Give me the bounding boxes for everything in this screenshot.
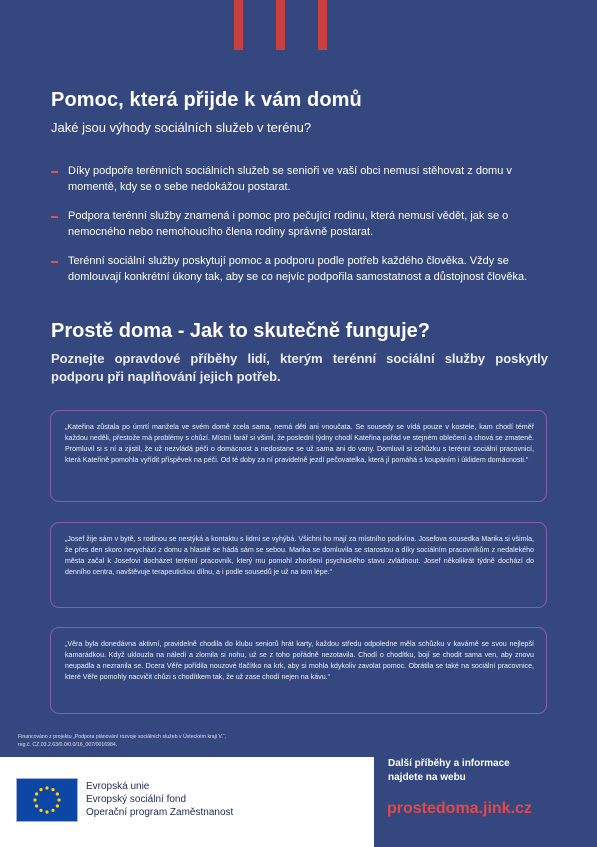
more-info-line: najdete na webu [388,772,466,783]
story-card: „Kateřina zůstala po úmrtí manžela ve svém domě zcela sama, nemá děti ani vnoučata. Se sousedy se vídá pouze v kostele, kam chodí téměř každou neděli, přestože má problémy s chůzí. Místní farář si všiml, že poslední týdny chodí Kateřina pořád ve stejném oblečení a chová se zmateně. Promluvil si s ní a zjistil, že už nezvládá péči o domácnost a nedostane se už sama ani do vany. Domluvil si schůzku s terénní sociální pracovnicí, která Kateřině pomohla vyřídit příspěvek na péči. Od té doby za ní pravidelně jezdí pečovatelka, která jí pomáhá s koupáním i úklidem domácnosti.“ [50,410,547,502]
bullet-dash-icon [51,216,58,218]
list-item-text: Terénní sociální služby poskytují pomoc a podporu podle potřeb každého člověka. Vždy se domlouvají konkrétní úkony tak, aby se co nejvíc podpořila samostatnost a důstojnost člověka. [68,255,528,283]
accent-bar [276,0,285,50]
benefit-list [51,163,551,298]
funding-line: reg.č. CZ.03.2.63/0.0/0.0/16_007/0016984. [18,741,118,748]
eu-line: Evropský sociální fond [86,794,187,805]
list-item [51,253,551,285]
list-item [51,208,551,240]
list-item [51,163,551,195]
funding-line: Financováno z projektu „Podpora plánování rozvoje sociálních služeb v Ústeckém kraji V.“, [18,734,226,740]
eu-line: Operační program Zaměstnanost [86,807,234,818]
eu-flag-icon [16,778,78,822]
funding-note [18,734,378,749]
story-card: „Josef žije sám v bytě, s rodinou se nestýká a kontaktu s lidmi se vyhýbá. Všichni ho mají za místního podivína. Josefova sousedka Marika si všimla, že přes den skoro nevychází z domu a hlasitě se hádá sám se sebou. Marika se domluvila se starostou a díky sociálním pracovníkům z nedalekého města začal k Josefovi docházet terénní pracovník, který mu pomohl zhoršení psychického stavu zvládnout. Josef několikrát týdně dochází do denního centra, navštěvuje terapeutickou dílnu, a i podle sousedů je už na tom lépe.“ [50,522,547,608]
eu-logo-text [86,780,233,819]
accent-bar [234,0,243,50]
bullet-dash-icon [51,171,58,173]
website-link[interactable]: prostedoma.jink.cz [387,800,532,817]
list-item-text: Díky podpoře terénních sociálních služeb se senioři ve vaší obci nemusí stěhovat z domu v momentě, kdy se o sebe nedokážou postarat. [68,165,512,193]
accent-bar [318,0,327,50]
section-subtitle: Jaké jsou výhody sociálních služeb v terénu? [51,120,312,135]
list-item-text: Podpora terénní služby znamená i pomoc pro pečující rodinu, která nemusí vědět, jak se o nemocného nebo nemohoucího člena rodiny správně postarat. [68,210,509,238]
section-title: Pomoc, která přijde k vám domů [51,89,362,111]
eu-logo-box [0,757,374,847]
bullet-dash-icon [51,261,58,263]
section-title: Prostě doma - Jak to skutečně funguje? [51,320,430,342]
more-info-text [388,757,510,785]
section-subtitle: Poznejte opravdové příběhy lidí, kterým terénní sociální služby poskytly podporu při naplňování jejich potřeb. [51,351,548,384]
story-card: „Věra byla donedávna aktivní, pravidelně chodila do klubu seniorů hrát karty, každou středu odpoledne měla schůzku v kavárně se svou nejlepší kamarádkou. Když uklouzla na náledí a zlomila si nohu, už se z toho pořádně nezotavila. Chodí o chodítku, bojí se chodit sama ven, aby znovu neupadla a nezranila se. Dcera Věře pořídila nouzové tlačítko na krk, aby si mohla kdykoliv zavolat pomoc. Obrátila se také na sociální pracovnice, které Věře pomohly nacvičit chůzi s chodítkem tak, že už zase chodí nejen na kávu.“ [50,627,547,714]
more-info-line: Další příběhy a informace [388,758,510,769]
eu-line: Evropská unie [86,781,150,792]
